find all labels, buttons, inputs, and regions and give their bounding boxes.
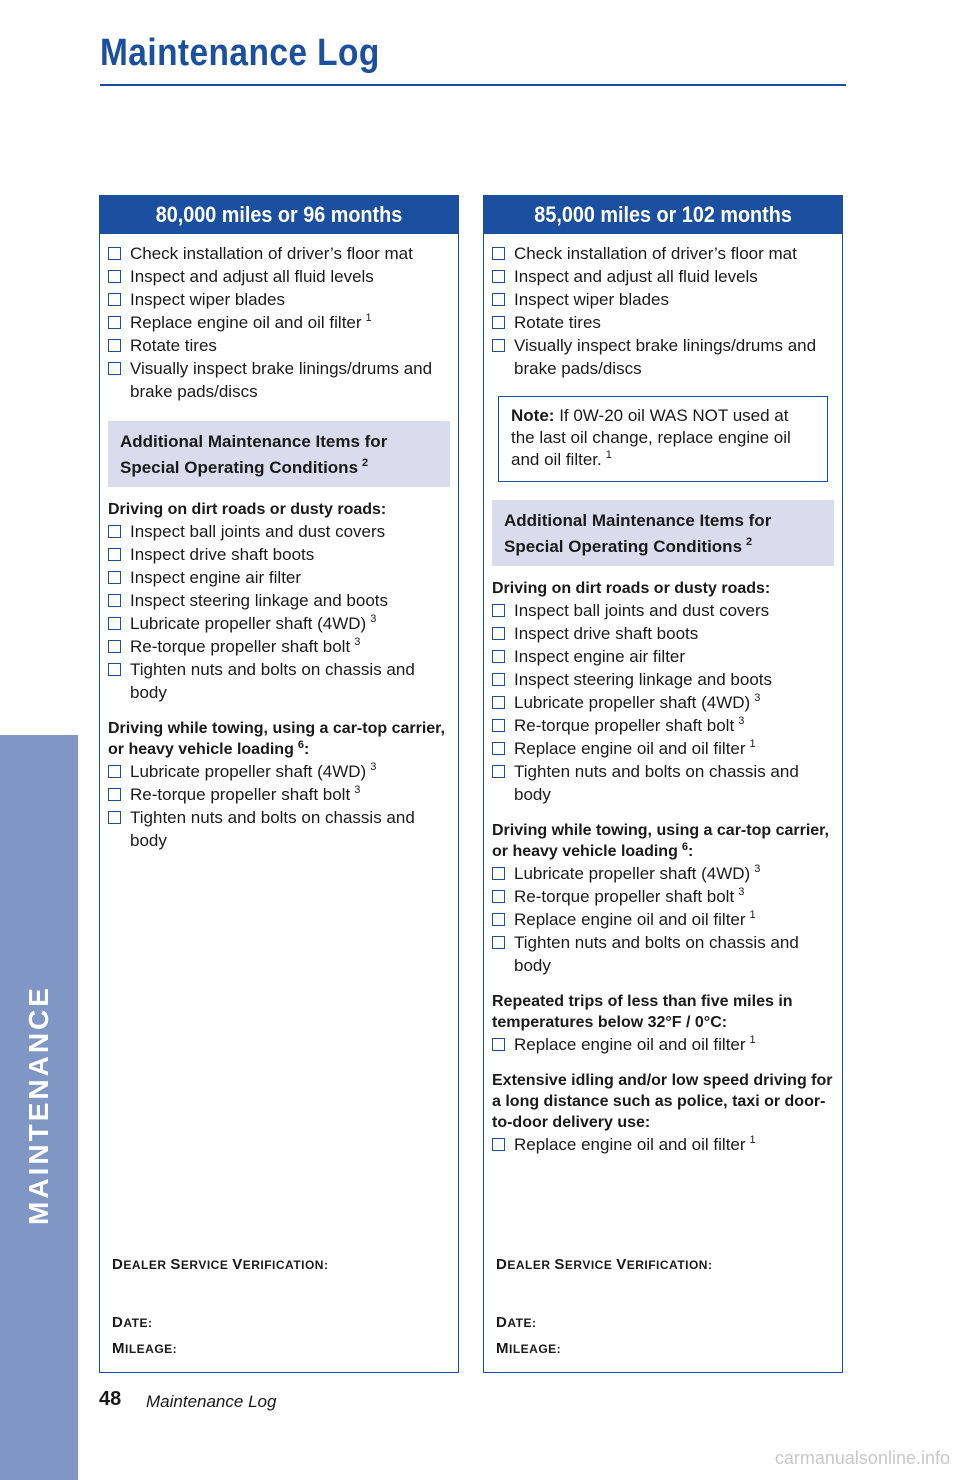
condition-heading: Driving while towing, using a car-top carrier, or heavy vehicle loading $^6$: xyxy=(492,822,829,860)
checkbox-icon[interactable] xyxy=(492,867,505,880)
checklist-item-text: Re-torque propeller shaft bolt xyxy=(130,785,351,804)
checklist-item xyxy=(108,520,450,543)
condition-sections xyxy=(108,499,450,852)
footnote-ref: 6 xyxy=(681,840,688,853)
interval-column-80000 xyxy=(99,195,459,1373)
checklist-item-text: Visually inspect brake linings/drums and brake pads/discs xyxy=(130,359,433,401)
footnote-ref: 3 xyxy=(370,613,377,626)
dealer-verification-label: DEALER SERVICE VERIFICATION: xyxy=(496,1256,713,1273)
checklist-item-text: Inspect wiper blades xyxy=(130,290,285,309)
oil-note-box xyxy=(498,396,828,482)
footnote-ref: 6 xyxy=(297,738,304,751)
checklist-item xyxy=(492,760,834,806)
note-label: Note: xyxy=(511,406,555,425)
checklist-item xyxy=(108,334,450,357)
condition-heading xyxy=(492,1070,834,1133)
checkbox-icon[interactable] xyxy=(492,627,505,640)
checklist-item xyxy=(492,714,834,737)
checklist-item-text: Inspect ball joints and dust covers xyxy=(130,522,386,541)
checklist-item-text: Replace engine oil and oil filter xyxy=(514,910,746,929)
footnote-ref: 3 xyxy=(754,863,761,876)
footnote-ref: 1 xyxy=(749,909,756,922)
condition-heading-text: Driving while towing, using a car-top carrier, or heavy vehicle loading xyxy=(492,822,829,860)
checklist-item-text: Inspect drive shaft boots xyxy=(514,624,699,643)
checklist-item xyxy=(108,612,450,635)
condition-heading xyxy=(492,578,834,599)
checkbox-icon[interactable] xyxy=(492,316,505,329)
checklist-item xyxy=(108,783,450,806)
checkbox-icon[interactable] xyxy=(108,548,121,561)
checklist-item xyxy=(492,691,834,714)
side-tab-label: MAINTENANCE xyxy=(23,985,54,1225)
checklist-item-text: Tighten nuts and bolts on chassis and body xyxy=(514,933,799,975)
checkbox-icon[interactable] xyxy=(108,811,121,824)
checklist-item xyxy=(108,288,450,311)
checklist-item-text: Tighten nuts and bolts on chassis and body xyxy=(514,762,799,804)
checklist-item xyxy=(492,931,834,977)
checklist-item-text: Inspect and adjust all fluid levels xyxy=(130,267,374,286)
checklist-item xyxy=(492,599,834,622)
checkbox-icon[interactable] xyxy=(492,673,505,686)
task-list xyxy=(108,242,450,403)
checklist-item xyxy=(108,589,450,612)
checkbox-icon[interactable] xyxy=(108,339,121,352)
checklist-item xyxy=(492,908,834,931)
special-conditions-title: Special Operating Conditions xyxy=(120,458,359,477)
footnote-ref: 1 xyxy=(365,312,372,325)
checklist-item xyxy=(492,265,834,288)
checklist-item-text: Inspect engine air filter xyxy=(514,647,686,666)
checklist-item-text: Inspect engine air filter xyxy=(130,568,302,587)
checkbox-icon[interactable] xyxy=(108,663,121,676)
checklist-item xyxy=(492,1033,834,1056)
checklist-item xyxy=(108,760,450,783)
title-rule xyxy=(100,84,846,86)
checkbox-icon[interactable] xyxy=(108,293,121,306)
checklist-item-text: Replace engine oil and oil filter xyxy=(514,1135,746,1154)
checklist-item xyxy=(492,311,834,334)
checklist-item xyxy=(492,288,834,311)
checklist-item-text: Re-torque propeller shaft bolt xyxy=(514,716,735,735)
checklist-item-text: Visually inspect brake linings/drums and brake pads/discs xyxy=(514,336,817,378)
footnote-ref: 2 xyxy=(362,457,369,470)
date-label: DATE: xyxy=(112,1314,153,1331)
checklist-item xyxy=(492,622,834,645)
checklist-item xyxy=(108,357,450,403)
condition-sections xyxy=(492,578,834,1156)
footnote-ref: 1 xyxy=(749,738,756,751)
checklist-item-text: Check installation of driver’s floor mat xyxy=(130,244,413,263)
special-conditions-box xyxy=(492,500,834,566)
mileage-label: MILEAGE: xyxy=(496,1340,562,1357)
checklist-item-text: Replace engine oil and oil filter xyxy=(514,739,746,758)
checklist-item-text: Lubricate propeller shaft (4WD) xyxy=(130,762,367,781)
interval-header xyxy=(100,196,458,234)
checklist-item-text: Replace engine oil and oil filter xyxy=(130,313,362,332)
checklist-item xyxy=(108,806,450,852)
checkbox-icon[interactable] xyxy=(108,765,121,778)
condition-heading-text: Extensive idling and/or low speed driving for a long distance such as police, taxi or door-to-door delivery use: xyxy=(492,1072,833,1131)
watermark: carmanualsonline.info xyxy=(774,1448,950,1468)
interval-header xyxy=(484,196,842,234)
condition-task-list xyxy=(108,520,450,704)
special-conditions-line2 xyxy=(504,534,822,560)
dealer-verification-label: DEALER SERVICE VERIFICATION: xyxy=(112,1256,329,1273)
special-conditions-line1: Additional Maintenance Items for xyxy=(504,511,772,530)
checkbox-icon[interactable] xyxy=(108,247,121,260)
note-text: If 0W-20 oil WAS NOT used at the last oil change, replace engine oil and oil filter. xyxy=(511,406,791,469)
checkbox-icon[interactable] xyxy=(492,890,505,903)
checkbox-icon[interactable] xyxy=(108,525,121,538)
footnote-ref: 1 xyxy=(749,1134,756,1147)
checkbox-icon[interactable] xyxy=(108,362,121,375)
condition-heading-text: Repeated trips of less than five miles in temperatures below 32°F / 0°C: xyxy=(492,993,793,1031)
checkbox-icon[interactable] xyxy=(108,270,121,283)
checkbox-icon[interactable] xyxy=(492,742,505,755)
checklist-item-text: Lubricate propeller shaft (4WD) xyxy=(514,864,751,883)
checkbox-icon[interactable] xyxy=(108,617,121,630)
page-number: 48 xyxy=(99,1388,122,1410)
checklist-item-text: Replace engine oil and oil filter xyxy=(514,1035,746,1054)
checkbox-icon[interactable] xyxy=(492,936,505,949)
column-content xyxy=(100,234,458,852)
checkbox-icon[interactable] xyxy=(492,696,505,709)
condition-heading-text: Driving on dirt roads or dusty roads: xyxy=(108,501,387,518)
page-title: Maintenance Log xyxy=(100,32,380,74)
checklist-item-text: Check installation of driver’s floor mat xyxy=(514,244,797,263)
checklist-item xyxy=(492,737,834,760)
checklist-item-text: Re-torque propeller shaft bolt xyxy=(130,637,351,656)
checklist-item xyxy=(492,1133,834,1156)
condition-task-list xyxy=(492,599,834,806)
checkbox-icon[interactable] xyxy=(492,650,505,663)
checkbox-icon[interactable] xyxy=(492,1038,505,1051)
checklist-item-text: Rotate tires xyxy=(130,336,217,355)
checkbox-icon[interactable] xyxy=(492,270,505,283)
condition-heading xyxy=(492,991,834,1033)
condition-heading xyxy=(108,499,450,520)
footnote-ref: 3 xyxy=(354,636,361,649)
condition-task-list xyxy=(492,862,834,977)
special-conditions-line2 xyxy=(120,455,438,481)
condition-task-list xyxy=(492,1033,834,1056)
special-conditions-line1: Additional Maintenance Items for xyxy=(120,432,388,451)
footnote-ref: 3 xyxy=(354,784,361,797)
checkbox-icon[interactable] xyxy=(108,571,121,584)
checklist-item xyxy=(108,566,450,589)
interval-header-text: 80,000 miles or 96 months xyxy=(155,202,403,227)
checkbox-icon[interactable] xyxy=(492,913,505,926)
condition-task-list xyxy=(492,1133,834,1156)
checklist-item xyxy=(492,334,834,380)
checklist-item xyxy=(492,885,834,908)
condition-heading-text: Driving on dirt roads or dusty roads: xyxy=(492,580,771,597)
interval-column-85000 xyxy=(483,195,843,1373)
checklist-item-text: Lubricate propeller shaft (4WD) xyxy=(514,693,751,712)
checklist-item-text: Inspect drive shaft boots xyxy=(130,545,315,564)
checkbox-icon[interactable] xyxy=(492,765,505,778)
footnote-ref: 1 xyxy=(749,1034,756,1047)
condition-task-list xyxy=(108,760,450,852)
checklist-item xyxy=(108,658,450,704)
checklist-item-text: Rotate tires xyxy=(514,313,601,332)
checklist-item xyxy=(492,645,834,668)
mileage-label: MILEAGE: xyxy=(112,1340,178,1357)
condition-heading: Driving while towing, using a car-top carrier, or heavy vehicle loading $^6$: xyxy=(108,720,445,758)
checklist-item xyxy=(108,543,450,566)
checklist-item xyxy=(108,265,450,288)
footnote-ref: 3 xyxy=(370,761,377,774)
date-label: DATE: xyxy=(496,1314,537,1331)
checkbox-icon[interactable] xyxy=(108,316,121,329)
footnote-ref: 3 xyxy=(754,692,761,705)
checkbox-icon[interactable] xyxy=(492,247,505,260)
checklist-item xyxy=(492,862,834,885)
checklist-item-text: Inspect steering linkage and boots xyxy=(514,670,773,689)
checklist-item xyxy=(492,242,834,265)
checkbox-icon[interactable] xyxy=(492,339,505,352)
checklist-item-text: Inspect steering linkage and boots xyxy=(130,591,389,610)
checklist-item-text: Tighten nuts and bolts on chassis and body xyxy=(130,808,415,850)
task-list xyxy=(492,242,834,380)
footnote-ref: 3 xyxy=(738,715,745,728)
special-conditions-box xyxy=(108,421,450,487)
checkbox-icon[interactable] xyxy=(108,594,121,607)
page-footer-label: Maintenance Log xyxy=(146,1392,277,1411)
footnote-ref: 1 xyxy=(605,449,612,462)
checklist-item-text: Inspect wiper blades xyxy=(514,290,669,309)
footnote-ref: 3 xyxy=(738,886,745,899)
checklist-item-text: Inspect ball joints and dust covers xyxy=(514,601,770,620)
checkbox-icon[interactable] xyxy=(492,293,505,306)
checklist-item-text: Tighten nuts and bolts on chassis and body xyxy=(130,660,415,702)
condition-heading-text: Driving while towing, using a car-top carrier, or heavy vehicle loading xyxy=(108,720,445,758)
checkbox-icon[interactable] xyxy=(108,640,121,653)
checklist-item xyxy=(108,635,450,658)
checkbox-icon[interactable] xyxy=(492,604,505,617)
interval-header-text: 85,000 miles or 102 months xyxy=(534,202,792,227)
checkbox-icon[interactable] xyxy=(108,788,121,801)
checklist-item-text: Inspect and adjust all fluid levels xyxy=(514,267,758,286)
checkbox-icon[interactable] xyxy=(492,719,505,732)
checklist-item-text: Lubricate propeller shaft (4WD) xyxy=(130,614,367,633)
checklist-item xyxy=(492,668,834,691)
footnote-ref: 2 xyxy=(746,536,753,549)
special-conditions-title: Special Operating Conditions xyxy=(504,537,743,556)
checklist-item xyxy=(108,311,450,334)
column-content xyxy=(484,234,842,1156)
checkbox-icon[interactable] xyxy=(492,1138,505,1151)
checklist-item-text: Re-torque propeller shaft bolt xyxy=(514,887,735,906)
checklist-item xyxy=(108,242,450,265)
